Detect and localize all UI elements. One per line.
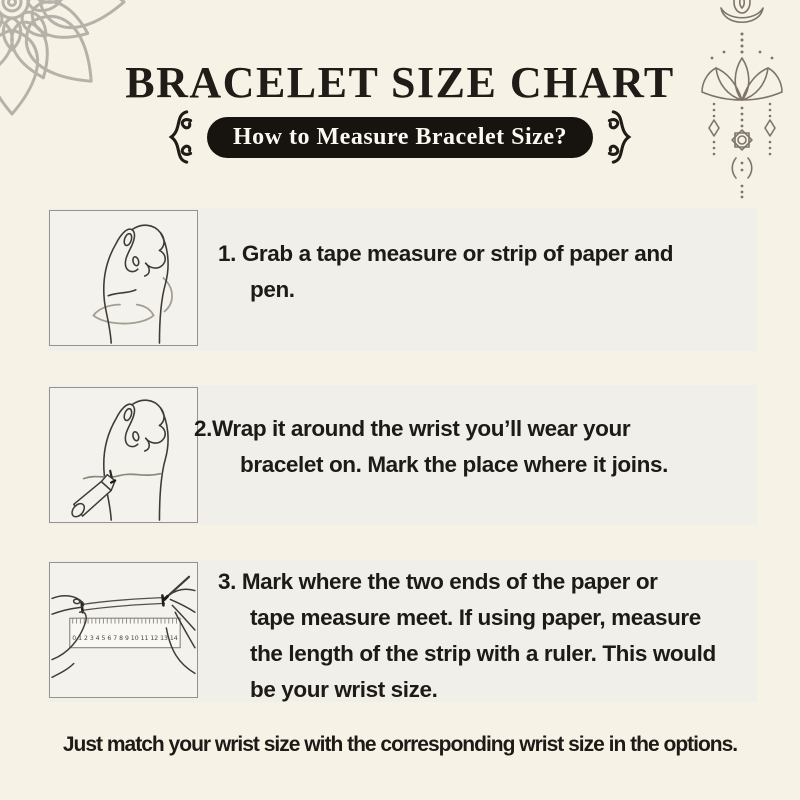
step-row-2 xyxy=(48,385,757,525)
ruler-numbers: 0 1 2 3 4 5 6 7 8 9 10 11 12 13 14 xyxy=(72,634,178,642)
step1-text xyxy=(218,236,673,308)
curly-brace-flourish-right-icon xyxy=(607,109,637,165)
footer-note: Just match your wrist size with the corresponding wrist size in the options. xyxy=(62,733,738,756)
curly-brace-flourish-left-icon xyxy=(163,109,193,165)
step-line: be your wrist size. xyxy=(250,677,438,702)
how-to-measure-badge: How to Measure Bracelet Size? xyxy=(207,117,593,158)
step3-text xyxy=(218,564,716,708)
step2-text xyxy=(194,411,668,483)
lotus-hanging-ornament-icon xyxy=(694,0,790,220)
step1-illustration-box xyxy=(49,210,198,346)
step-line: bracelet on. Mark the place where it joins. xyxy=(240,452,668,477)
badge-row xyxy=(0,113,800,161)
step-line: the length of the strip with a ruler. This would xyxy=(250,641,716,666)
step-row-3 xyxy=(48,560,757,702)
step-line: 1. Grab a tape measure or strip of paper and xyxy=(218,241,674,266)
step3-illustration-box xyxy=(49,562,198,698)
page-title: BRACELET SIZE CHART xyxy=(125,58,675,107)
step-line: pen. xyxy=(250,277,295,302)
step-line: tape measure meet. If using paper, measure xyxy=(250,605,701,630)
step-row-1 xyxy=(48,208,757,351)
step2-illustration-box xyxy=(49,387,198,523)
step-line: 2.Wrap it around the wrist you’ll wear your xyxy=(194,416,631,441)
hand-with-bracelet-icon xyxy=(50,211,197,345)
hands-measuring-strip-with-ruler-icon xyxy=(50,563,197,697)
hand-marked-with-pen-icon xyxy=(50,388,197,522)
step-line: 3. Mark where the two ends of the paper or xyxy=(218,569,658,594)
